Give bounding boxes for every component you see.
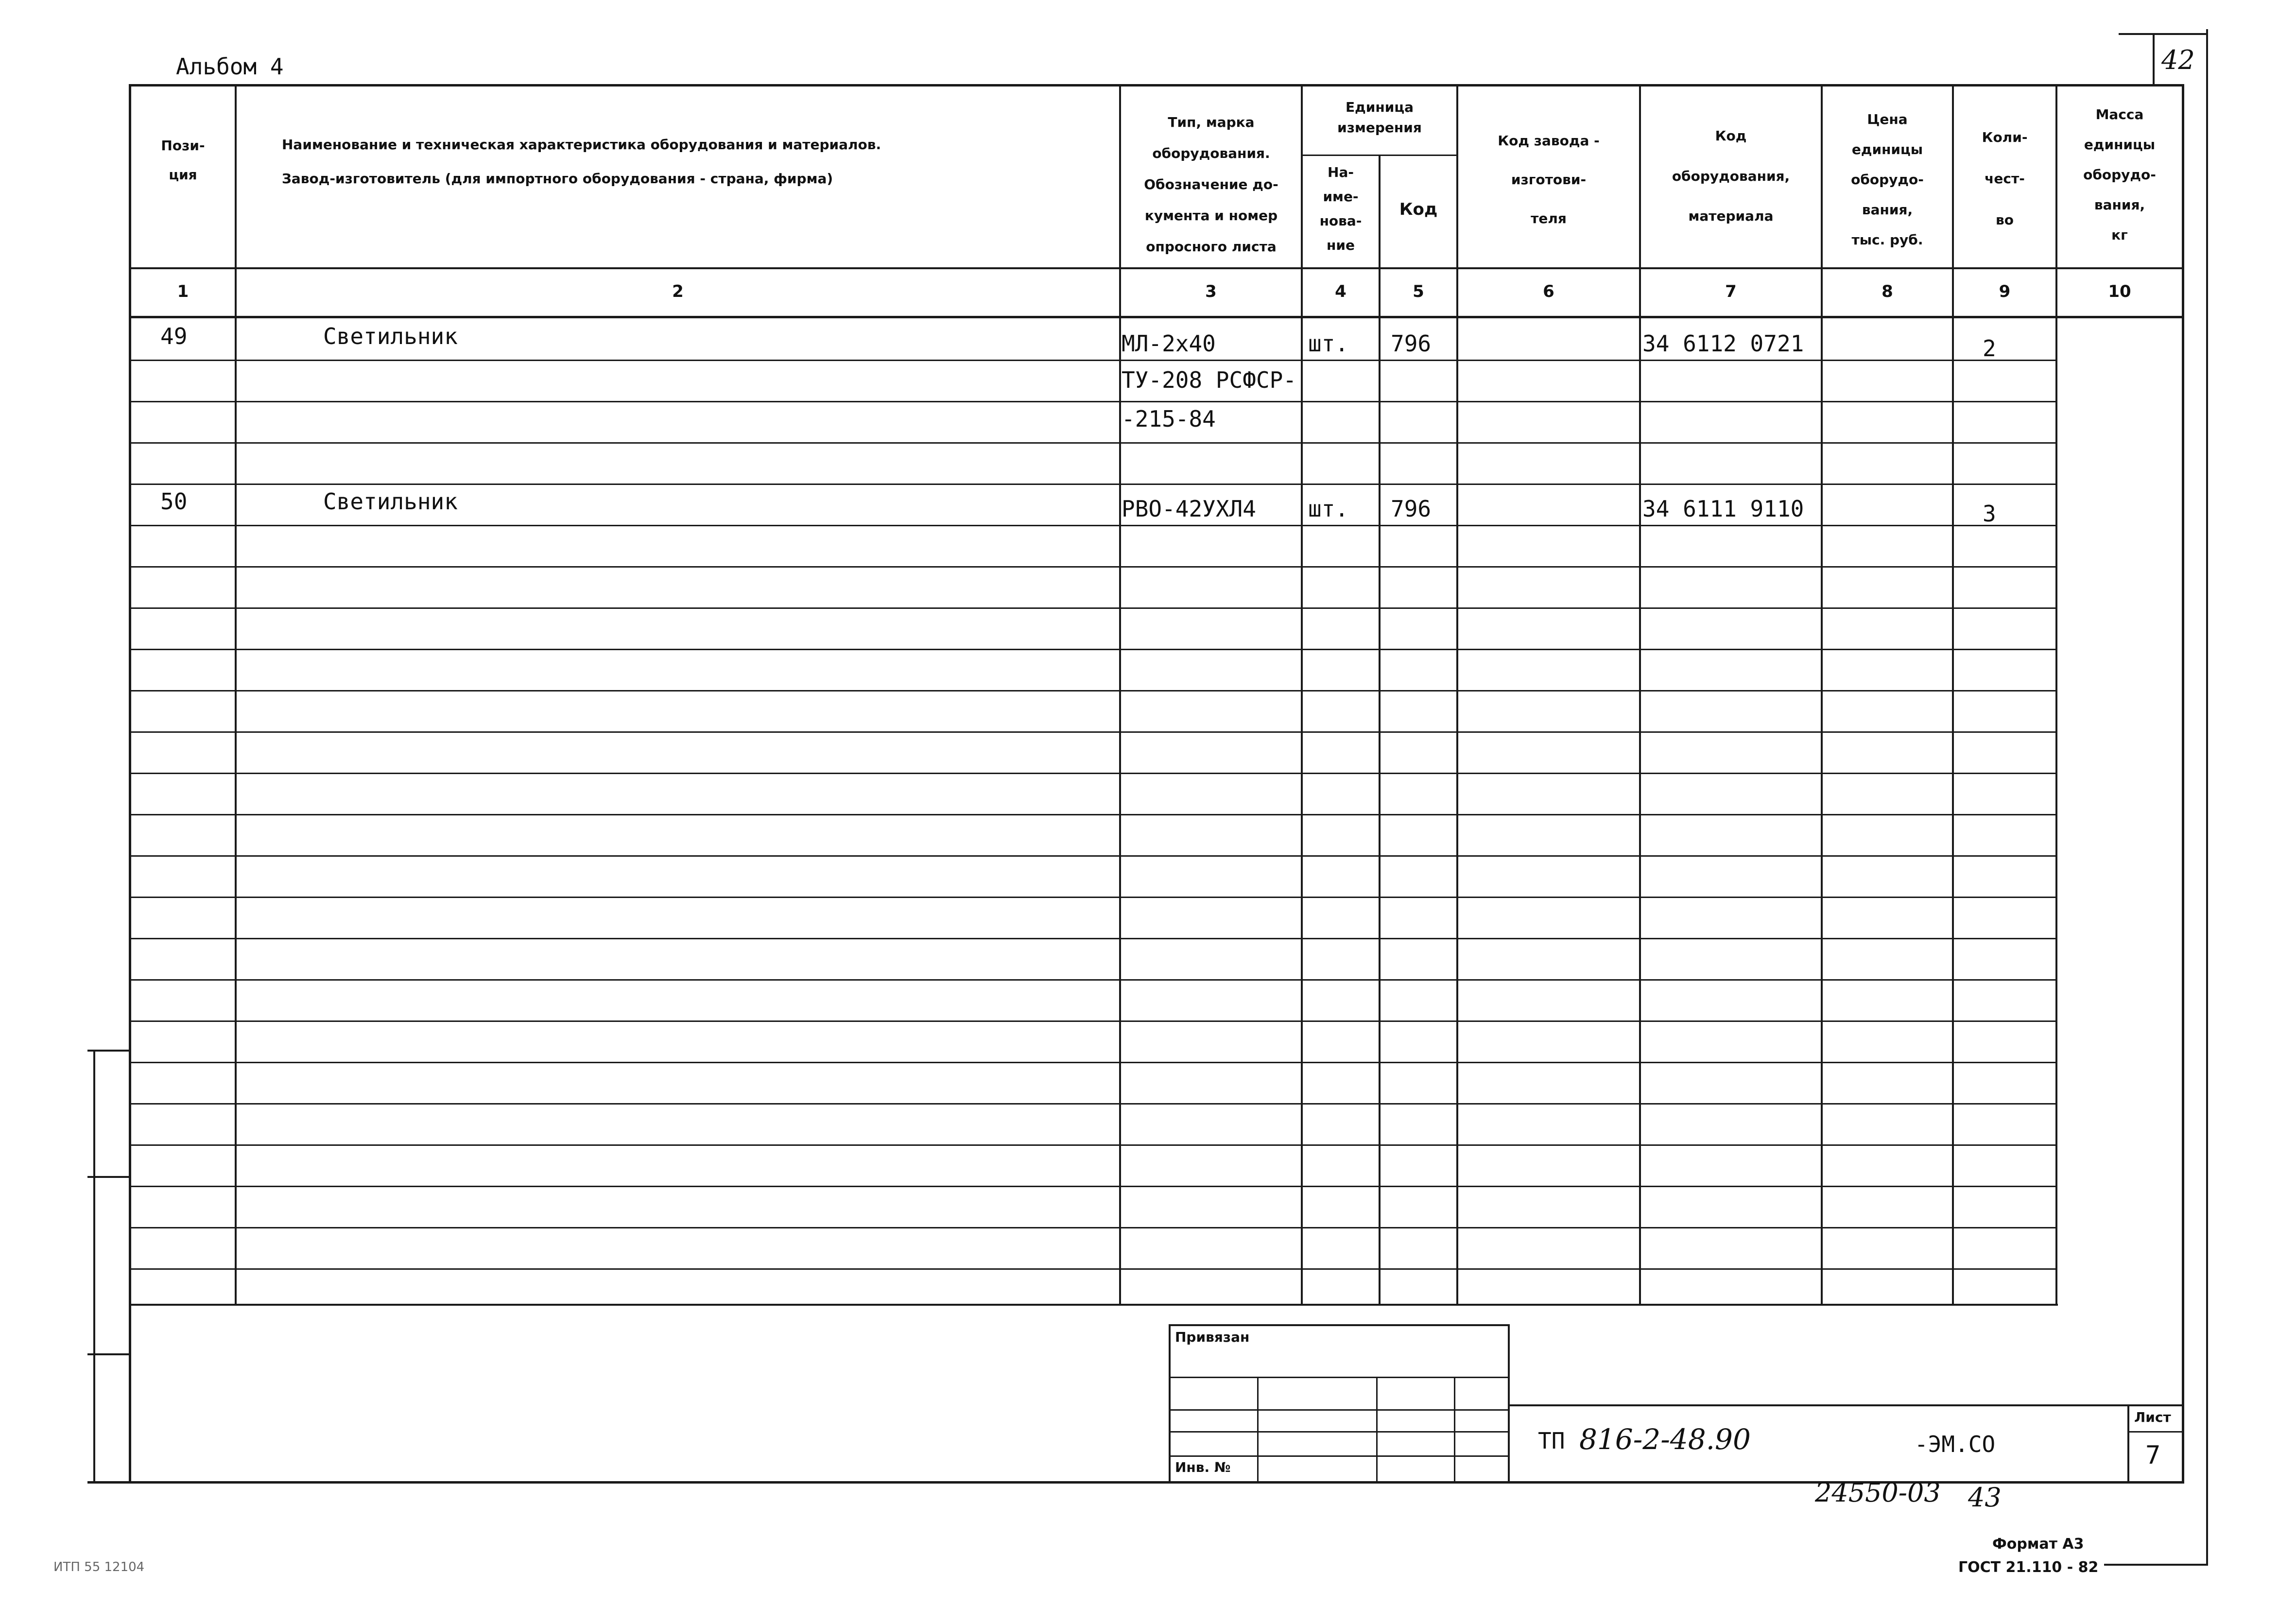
stamp-sheet-label: Лист bbox=[2134, 1409, 2171, 1425]
header-col-8-line-3: оборудо- bbox=[1851, 172, 1924, 188]
header-col-8-line-4: вания, bbox=[1862, 202, 1913, 218]
stamp-sheet-number: 7 bbox=[2145, 1441, 2161, 1470]
header-col-4-line-2: име- bbox=[1323, 189, 1359, 205]
header-col-2-line-2: Завод-изготовитель (для импортного оборудования - страна, фирма) bbox=[282, 171, 833, 187]
album-title: Альбом 4 bbox=[176, 53, 284, 80]
header-col-3-line-3: Обозначение до- bbox=[1144, 176, 1278, 192]
header-col-9 bbox=[1954, 117, 2055, 241]
header-col-7-line-2: оборудования, bbox=[1672, 168, 1790, 184]
row-50-unit: шт. bbox=[1308, 496, 1349, 522]
footer-gost: ГОСТ 21.110 - 82 bbox=[1958, 1559, 2099, 1576]
row-rule bbox=[131, 1020, 2055, 1022]
row-49-unit-code: 796 bbox=[1391, 330, 1432, 357]
row-50-code: 34 6111 9110 bbox=[1642, 496, 1804, 522]
colnum-10: 10 bbox=[2108, 282, 2131, 301]
header-col-3 bbox=[1122, 107, 1300, 262]
header-col-2 bbox=[282, 129, 1108, 197]
header-col-4-line-1: На- bbox=[1328, 164, 1354, 180]
row-rule bbox=[131, 442, 2055, 444]
header-bottom bbox=[129, 267, 2184, 269]
header-col-10 bbox=[2057, 100, 2182, 250]
pagebox-top bbox=[2119, 33, 2208, 35]
header-col-3-line-1: Тип, марка bbox=[1168, 114, 1255, 130]
row-49-qty: 2 bbox=[1983, 335, 1996, 362]
row-rule bbox=[131, 1103, 2055, 1105]
unit-group-divider bbox=[1301, 155, 1458, 156]
row-49-type-2: ТУ-208 РСФСР- bbox=[1122, 367, 1297, 393]
header-col-6 bbox=[1458, 121, 1639, 238]
colnum-3: 3 bbox=[1205, 282, 1217, 301]
header-col-10-line-3: оборудо- bbox=[2083, 167, 2156, 183]
stamp-sheet-h bbox=[2127, 1431, 2182, 1433]
row-49-code: 34 6112 0721 bbox=[1642, 330, 1804, 357]
row-50-type-1: РВО-42УХЛ4 bbox=[1122, 496, 1256, 522]
header-col-5: Код bbox=[1399, 200, 1438, 219]
row-rule bbox=[131, 938, 2055, 939]
header-col-10-line-1: Масса bbox=[2095, 106, 2144, 122]
row-rule bbox=[131, 566, 2055, 568]
stamp-bound-v3 bbox=[1454, 1377, 1455, 1482]
stamp-doc-prefix: ТП bbox=[1538, 1428, 1565, 1454]
header-col-9-line-2: чест- bbox=[1985, 171, 2025, 187]
header-col-2-line-1: Наименование и техническая характеристика оборудования и материалов. bbox=[282, 137, 881, 153]
stamp-bound-v2 bbox=[1376, 1377, 1378, 1482]
header-col-1-line-1: Пози- bbox=[161, 138, 205, 154]
stamp-doc-suffix: -ЭМ.СО bbox=[1915, 1431, 1996, 1457]
page-number: 42 bbox=[2161, 45, 2195, 75]
header-col-8 bbox=[1823, 104, 1952, 255]
row-50-name: Светильник bbox=[323, 488, 458, 515]
footer-left-code: ИТП 55 12104 bbox=[53, 1560, 145, 1574]
colnum-6: 6 bbox=[1543, 282, 1554, 301]
stamp-bound-h1 bbox=[1169, 1377, 1510, 1378]
row-rule bbox=[131, 731, 2055, 733]
row-50-qty: 3 bbox=[1983, 501, 1996, 527]
row-49-pos: 49 bbox=[160, 323, 188, 349]
frame-right-inner bbox=[2182, 84, 2184, 1484]
stamp-inv-label: Инв. № bbox=[1175, 1459, 1231, 1475]
page-border-right bbox=[2206, 29, 2208, 1565]
header-col-10-line-5: кг bbox=[2111, 227, 2128, 243]
row-rule bbox=[131, 773, 2055, 774]
row-rule bbox=[131, 690, 2055, 691]
numrow-bottom bbox=[129, 316, 2184, 318]
unit-group-line-1: Единица bbox=[1346, 99, 1414, 115]
row-49-name: Светильник bbox=[323, 323, 458, 349]
header-col-6-line-3: теля bbox=[1531, 210, 1567, 226]
header-col-3-line-2: оборудования. bbox=[1152, 145, 1270, 161]
header-col-4-line-4: ние bbox=[1327, 237, 1355, 253]
header-col-6-line-1: Код завода - bbox=[1498, 133, 1600, 149]
row-rule bbox=[131, 649, 2055, 650]
colnum-5: 5 bbox=[1413, 282, 1424, 301]
row-rule bbox=[131, 360, 2055, 361]
row-49-type-3: -215-84 bbox=[1122, 406, 1216, 432]
colnum-7: 7 bbox=[1725, 282, 1737, 301]
footer-format: Формат А3 bbox=[1992, 1536, 2084, 1553]
stamp-bound-right bbox=[1508, 1324, 1510, 1482]
header-col-1-line-2: ция bbox=[169, 167, 197, 183]
row-rule bbox=[131, 1062, 2055, 1063]
stamp-doc-top bbox=[1510, 1404, 2182, 1406]
col-divider-4 bbox=[1379, 156, 1381, 1305]
header-col-8-line-5: тыс. руб. bbox=[1851, 232, 1923, 248]
row-rule bbox=[131, 401, 2055, 402]
row-rule bbox=[131, 484, 2055, 485]
row-rule bbox=[131, 897, 2055, 898]
row-rule bbox=[131, 1186, 2055, 1187]
header-col-8-line-1: Цена bbox=[1867, 111, 1908, 127]
row-50-pos: 50 bbox=[160, 488, 188, 515]
colnum-2: 2 bbox=[672, 282, 684, 301]
archive-page: 43 bbox=[1968, 1482, 2002, 1513]
colnum-8: 8 bbox=[1882, 282, 1893, 301]
row-rule bbox=[131, 855, 2055, 857]
colnum-9: 9 bbox=[1999, 282, 2011, 301]
frame-top bbox=[129, 84, 2184, 86]
stamp-bound-h2 bbox=[1169, 1409, 1510, 1411]
header-col-1 bbox=[131, 126, 235, 185]
header-col-8-line-2: единицы bbox=[1851, 141, 1923, 157]
header-unit-group bbox=[1303, 97, 1456, 138]
header-col-9-line-3: во bbox=[1996, 212, 2014, 228]
row-rule bbox=[131, 525, 2055, 526]
header-col-7-line-3: материала bbox=[1688, 208, 1774, 224]
page-border-bottom bbox=[2104, 1564, 2208, 1566]
table-bottom bbox=[129, 1304, 2058, 1306]
stamp-bound-left bbox=[1169, 1324, 1171, 1482]
header-col-3-line-4: кумента и номер bbox=[1144, 207, 1278, 224]
row-rule bbox=[131, 607, 2055, 609]
row-rule bbox=[131, 979, 2055, 981]
stamp-bound-h4 bbox=[1169, 1455, 1510, 1457]
unit-group-line-2: измерения bbox=[1337, 120, 1422, 136]
pagebox-left bbox=[2153, 33, 2155, 86]
stamp-bound-label: Привязан bbox=[1175, 1329, 1250, 1345]
header-col-10-line-4: вания, bbox=[2094, 197, 2145, 213]
row-49-type-1: МЛ-2х40 bbox=[1122, 330, 1216, 357]
row-rule bbox=[131, 814, 2055, 815]
row-49-unit: шт. bbox=[1308, 330, 1349, 357]
stamp-doc-number: 816-2-48.90 bbox=[1579, 1423, 1751, 1456]
archive-number: 24550-03 bbox=[1815, 1477, 1941, 1508]
stamp-bound-v1 bbox=[1257, 1377, 1259, 1482]
stamp-sheet-left bbox=[2127, 1404, 2129, 1482]
header-col-6-line-2: изготови- bbox=[1511, 172, 1587, 188]
header-col-7 bbox=[1641, 117, 1821, 236]
binding-v bbox=[93, 1050, 95, 1482]
colnum-4: 4 bbox=[1335, 282, 1347, 301]
header-col-3-line-5: опросного листа bbox=[1146, 239, 1277, 255]
row-rule bbox=[131, 1268, 2055, 1270]
header-col-10-line-2: единицы bbox=[2084, 137, 2156, 153]
header-col-4 bbox=[1303, 160, 1379, 258]
row-rule bbox=[131, 1144, 2055, 1146]
row-rule bbox=[131, 1227, 2055, 1228]
header-col-9-line-1: Коли- bbox=[1982, 129, 2028, 145]
header-col-4-line-3: нова- bbox=[1319, 213, 1362, 229]
header-col-7-line-1: Код bbox=[1715, 128, 1747, 144]
row-50-unit-code: 796 bbox=[1391, 496, 1432, 522]
colnum-1: 1 bbox=[177, 282, 189, 301]
stamp-bound-h3 bbox=[1169, 1431, 1510, 1433]
stamp-bound-top bbox=[1169, 1324, 1510, 1326]
